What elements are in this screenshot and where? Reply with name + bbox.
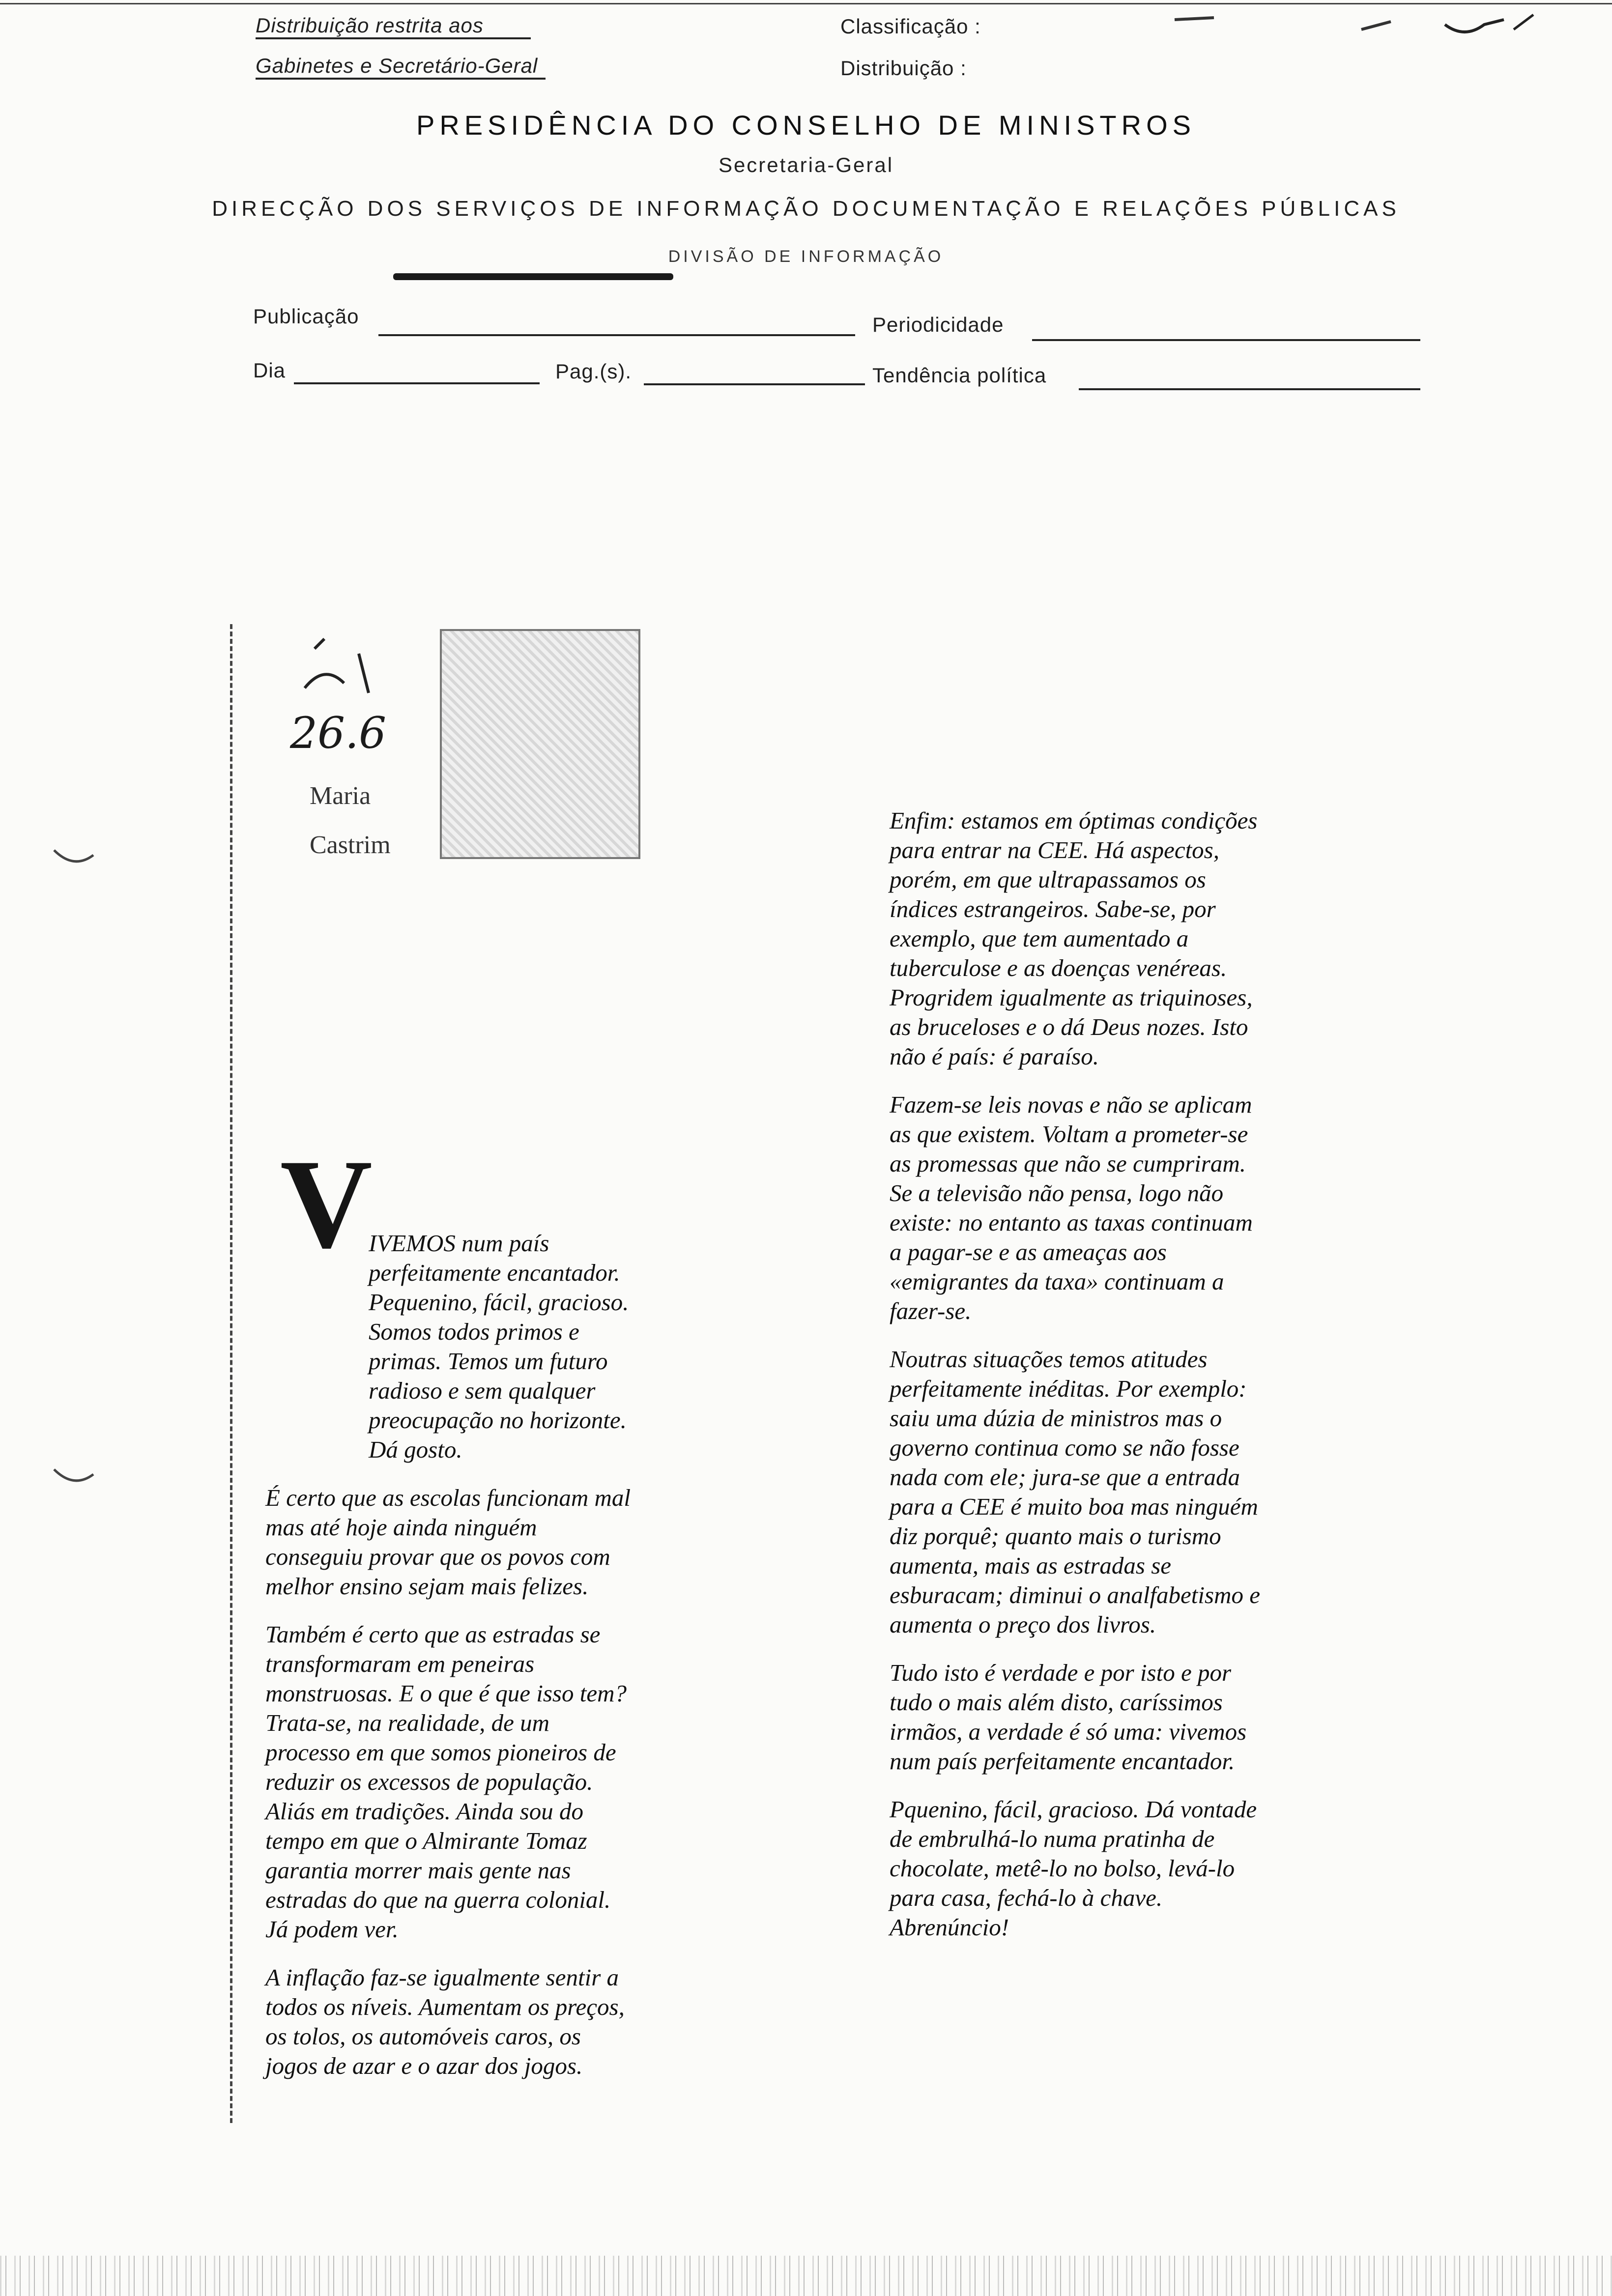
periodicity-label: Periodicidade [872,313,1004,336]
article-left-column [265,1229,639,2099]
pages-field [644,365,865,385]
drop-cap: V [280,1133,373,1275]
left-paragraph-2: É certo que as escolas funcionam mal mas até hoje ainda ninguém conseguiu provar que os povos com melhor ensino sejam mais felizes. [265,1484,631,1600]
publication-label: Publicação [253,305,359,328]
day-field [294,364,540,384]
distribution-restricted-line1: Distribuição restrita aos [256,14,531,39]
handwritten-mark-top-right [1160,5,1553,49]
right-paragraph-3: Noutras situações temos atitudes perfeitamente inéditas. Por exemplo: saiu uma dúzia de ministros mas o governo continua como se não fosse nada com ele; jura-se que a entrada para a CEE é muito boa mas ninguém diz porquê; quanto mais o turismo aumenta, mais as estradas se esburacam; diminui o analfabetismo e aumenta o preço dos livros. [890,1346,1260,1638]
pages-label: Pag.(s). [555,360,632,383]
tendency-label: Tendência política [872,364,1047,387]
directorate-line: DIRECÇÃO DOS SERVIÇOS DE INFORMAÇÃO DOCUMENTAÇÃO E RELAÇÕES PÚBLICAS [212,197,1400,221]
distribution-label: Distribuição : [840,57,967,80]
right-paragraph-4: Tudo isto é verdade e por isto e por tudo o mais além disto, caríssimos irmãos, a verdade é só uma: vivemos num país perfeitamente encantador. [890,1659,1247,1775]
left-paragraph-4: A inflação faz-se igualmente sentir a todos os níveis. Aumentam os preços, os tolos, os automóveis caros, os jogos de azar e o azar dos jogos. [265,1964,625,2079]
tendency-field [1079,370,1420,390]
distribution-restricted-line2: Gabinetes e Secretário-Geral [256,54,546,80]
division-line: DIVISÃO DE INFORMAÇÃO [668,247,944,266]
document-subtitle: Secretaria-Geral [718,153,894,176]
periodicity-field [1032,319,1420,341]
publication-field [378,315,855,336]
article-right-column [890,806,1263,1961]
author-last-name: Castrim [310,831,391,859]
author-photo [440,629,640,859]
left-paragraph-1: IVEMOS num país perfeitamente encantador. Pequenino, fácil, gracioso. Somos todos primos e primas. Temos um futuro radioso e sem qualquer preocupação no horizonte. Dá gosto. [369,1230,629,1463]
punch-hole-mark-upper [49,845,98,875]
handwritten-note: 26.6 [290,708,386,758]
classification-label: Classificação : [840,15,981,38]
day-label: Dia [253,359,286,382]
author-first-name: Maria [310,782,371,810]
clipping-left-edge [230,624,232,2123]
top-border [0,3,1612,4]
scan-artifact-bottom [0,2256,1612,2296]
punch-hole-mark-lower [49,1464,98,1494]
document-title: PRESIDÊNCIA DO CONSELHO DE MINISTROS [416,110,1196,141]
publication-stamp-bar [393,273,673,280]
right-paragraph-2: Fazem-se leis novas e não se aplicam as que existem. Voltam a prometer-se as promessas que não se cumpriram. Se a televisão não pensa, logo não existe: no entanto as taxas continuam a pagar-se e as ameaças aos «emigrantes da taxa» continuam a fazer-se. [890,1091,1253,1324]
right-paragraph-5: Pquenino, fácil, gracioso. Dá vontade de embrulhá-lo numa pratinha de chocolate, metê-lo no bolso, levá-lo para casa, fechá-lo à chave. Abrenúncio! [890,1796,1257,1941]
left-paragraph-3: Também é certo que as estradas se transformaram em peneiras monstruosas. E o que é que isso tem? Trata-se, na realidade, de um processo em que somos pioneiros de reduzir os excessos de população. Aliás em tradições. Ainda sou do tempo em que o Almirante Tomaz garantia morrer mais gente nas estradas do que na guerra colonial. Já podem ver. [265,1621,627,1943]
right-paragraph-1: Enfim: estamos em óptimas condições para entrar na CEE. Há aspectos, porém, em que ultrapassamos os índices estrangeiros. Sabe-se, por exemplo, que tem aumentado a tuberculose e as doenças venéreas. Progridem igualmente as triquinoses, as bruceloses e o dá Deus nozes. Isto não é país: é paraíso. [890,807,1258,1070]
